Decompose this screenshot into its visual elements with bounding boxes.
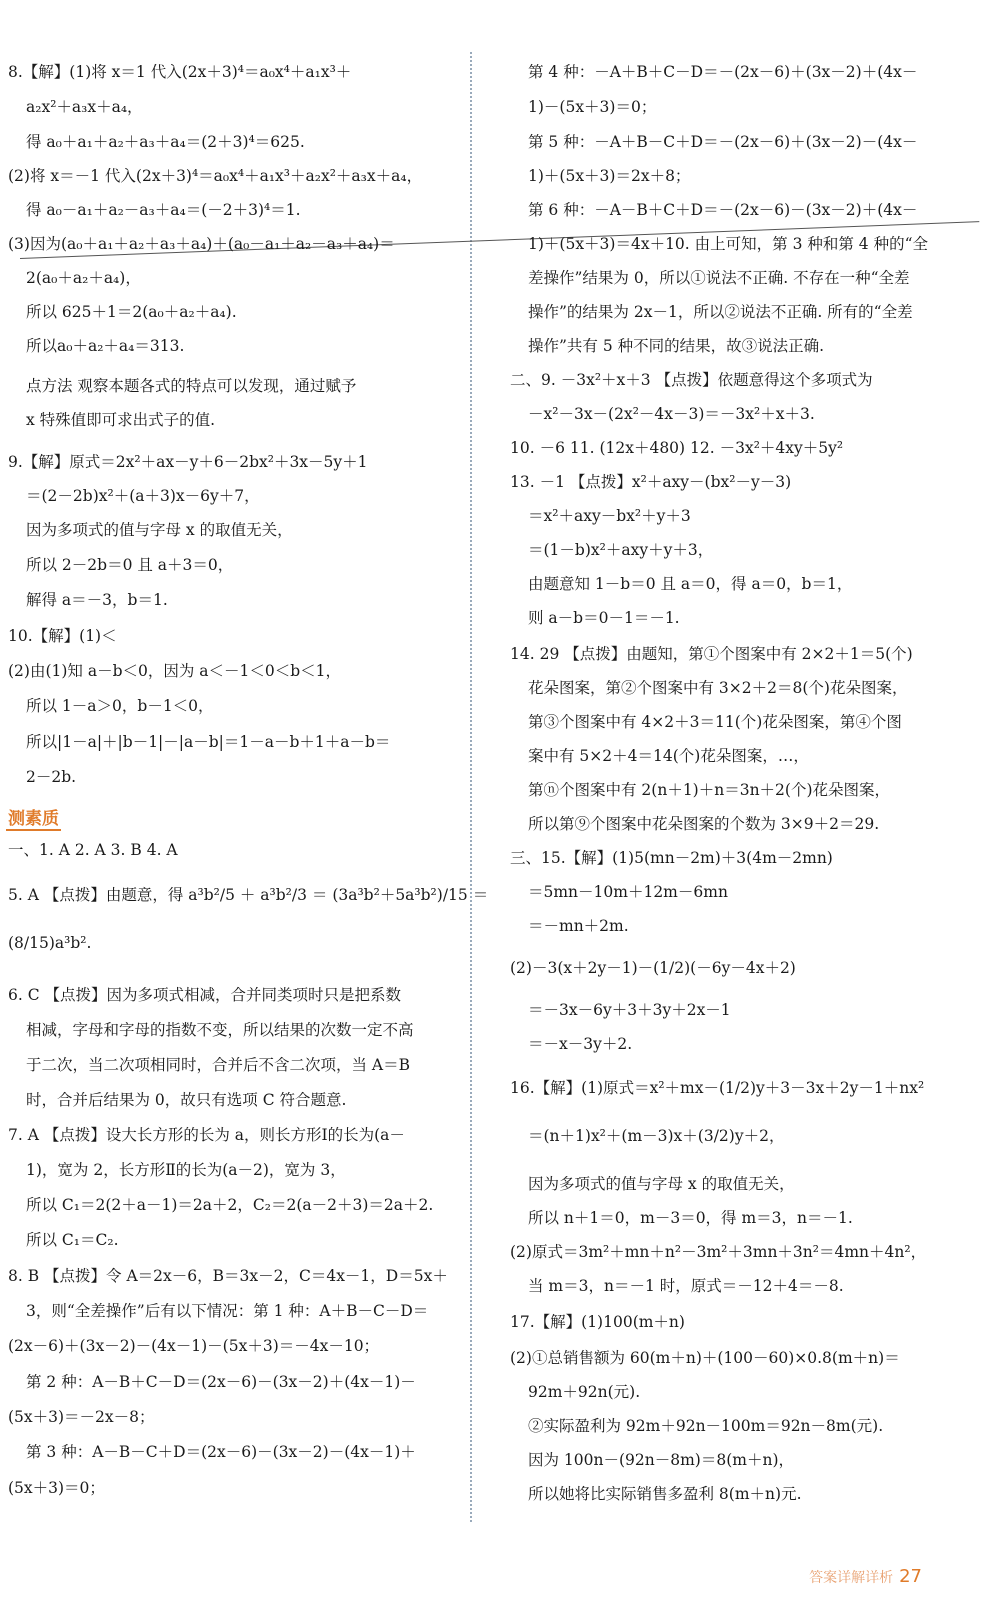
left-line: 所以 C₁＝2(2＋a－1)＝2a＋2，C₂＝2(a－2＋3)＝2a＋2. — [26, 1196, 434, 1214]
right-line: 操作”共有 5 种不同的结果，故③说法正确. — [528, 337, 825, 355]
right-line: (2)－3(x＋2y－1)－(1/2)(－6y－4x＋2) — [510, 959, 796, 977]
right-line: 第③个图案中有 4×2＋3＝11(个)花朵图案，第④个图 — [528, 713, 902, 731]
left-line: 于二次，当二次项相同时，合并后不含二次项，当 A＝B — [26, 1056, 411, 1074]
left-line: (2x－6)＋(3x－2)－(4x－1)－(5x＋3)＝－4x－10； — [8, 1337, 380, 1355]
right-line: 案中有 5×2＋4＝14(个)花朵图案，…， — [528, 747, 809, 765]
left-line: 点方法 观察本题各式的特点可以发现，通过赋予 — [26, 377, 357, 395]
left-line: 8. B 【点拨】令 A＝2x－6，B＝3x－2，C＝4x－1，D＝5x＋ — [8, 1267, 448, 1285]
left-line: 解得 a＝－3，b＝1. — [26, 591, 168, 609]
right-line: 10. －6 11. (12x＋480) 12. －3x²＋4xy＋5y² — [510, 439, 844, 457]
left-line: (3)因为(a₀＋a₁＋a₂＋a₃＋a₄)＋(a₀－a₁＋a₂－a₃＋a₄)＝ — [8, 235, 395, 253]
column-divider — [470, 52, 472, 1522]
left-line: (8/15)a³b². — [8, 934, 92, 952]
left-line: (5x＋3)＝0； — [8, 1479, 105, 1497]
left-line: (5x＋3)＝－2x－8； — [8, 1408, 155, 1426]
left-line: 8.【解】(1)将 x＝1 代入(2x＋3)⁴＝a₀x⁴＋a₁x³＋ — [8, 63, 352, 81]
left-line: 所以|1－a|＋|b－1|－|a－b|＝1－a－b＋1＋a－b＝ — [26, 733, 391, 751]
left-line: 所以 2－2b＝0 且 a＋3＝0， — [26, 556, 234, 574]
right-line: 所以 n＋1＝0，m－3＝0，得 m＝3，n＝－1. — [528, 1209, 853, 1227]
right-line: 所以第⑨个图案中花朵图案的个数为 3×9＋2＝29. — [528, 815, 880, 833]
right-line: 92m＋92n(元). — [528, 1383, 641, 1401]
left-line: 所以a₀＋a₂＋a₄＝313. — [26, 337, 185, 355]
section-title: 测素质 — [6, 804, 61, 831]
right-line: 当 m＝3，n＝－1 时，原式＝－12＋4＝－8. — [528, 1277, 844, 1295]
left-line: 9.【解】原式＝2x²＋ax－y＋6－2bx²＋3x－5y＋1 — [8, 453, 368, 471]
right-line: ＝5mn－10m＋12m－6mn — [528, 883, 728, 901]
left-line: 一、1. A 2. A 3. B 4. A — [8, 841, 178, 859]
left-line: 相减，字母和字母的指数不变，所以结果的次数一定不高 — [26, 1021, 414, 1039]
right-line: ＝(1－b)x²＋axy＋y＋3， — [528, 541, 714, 559]
left-line: 时，合并后结果为 0，故只有选项 C 符合题意. — [26, 1091, 347, 1109]
right-line: 14. 29 【点拨】由题知，第①个图案中有 2×2＋1＝5(个) — [510, 645, 913, 663]
right-line: 第 6 种：－A－B＋C＋D＝－(2x－6)－(3x－2)＋(4x－ — [528, 201, 918, 219]
right-line: 第ⓝ个图案中有 2(n＋1)＋n＝3n＋2(个)花朵图案， — [528, 781, 891, 799]
left-line: (2)由(1)知 a－b＜0，因为 a＜－1＜0＜b＜1， — [8, 662, 342, 680]
right-line: 17.【解】(1)100(m＋n) — [510, 1313, 685, 1331]
right-line: (2)原式＝3m²＋mn＋n²－3m²＋3mn＋3n²＝4mn＋4n²， — [510, 1243, 927, 1261]
right-line: 三、15.【解】(1)5(mn－2m)＋3(4m－2mn) — [510, 849, 833, 867]
page-footer — [809, 1566, 922, 1587]
left-line: 2－2b. — [26, 768, 77, 786]
right-line: ②实际盈利为 92m＋92n－100m＝92n－8m(元). — [528, 1417, 884, 1435]
left-line: 2(a₀＋a₂＋a₄)， — [26, 269, 141, 287]
left-line: 得 a₀－a₁＋a₂－a₃＋a₄＝(－2＋3)⁴＝1. — [26, 201, 301, 219]
left-line: 6. C 【点拨】因为多项式相减，合并同类项时只是把系数 — [8, 986, 402, 1004]
left-line: (2)将 x＝－1 代入(2x＋3)⁴＝a₀x⁴＋a₁x³＋a₂x²＋a₃x＋a₄， — [8, 167, 423, 185]
right-line: 花朵图案，第②个图案中有 3×2＋2＝8(个)花朵图案， — [528, 679, 908, 697]
left-line: 第 2 种：A－B＋C－D＝(2x－6)－(3x－2)＋(4x－1)－ — [26, 1373, 416, 1391]
right-line: 所以她将比实际销售多盈利 8(m＋n)元. — [528, 1485, 802, 1503]
left-line: x 特殊值即可求出式子的值. — [26, 411, 216, 429]
left-line: a₂x²＋a₃x＋a₄， — [26, 98, 143, 116]
right-line: 则 a－b＝0－1＝－1. — [528, 609, 680, 627]
right-line: ＝x²＋axy－bx²＋y＋3 — [528, 507, 691, 525]
right-line: ＝(n＋1)x²＋(m－3)x＋(3/2)y＋2， — [528, 1127, 785, 1145]
right-line: 16.【解】(1)原式＝x²＋mx－(1/2)y＋3－3x＋2y－1＋nx² — [510, 1079, 925, 1097]
right-line: －x²－3x－(2x²－4x－3)＝－3x²＋x＋3. — [528, 405, 815, 423]
right-line: 二、9. －3x²＋x＋3 【点拨】依题意得这个多项式为 — [510, 371, 873, 389]
left-line: 3，则“全差操作”后有以下情况：第 1 种：A＋B－C－D＝ — [26, 1302, 429, 1320]
right-line: 第 4 种：－A＋B＋C－D＝－(2x－6)＋(3x－2)＋(4x－ — [528, 63, 918, 81]
left-line: 7. A 【点拨】设大长方形的长为 a，则长方形Ⅰ的长为(a－ — [8, 1126, 405, 1144]
right-line: 1)＋(5x＋3)＝4x＋10. 由上可知，第 3 种和第 4 种的“全 — [528, 235, 929, 253]
left-line: 5. A 【点拨】由题意，得 a³b²/5 ＋ a³b²/3 ＝ (3a³b²＋5a³b²)/15 ＝ — [8, 886, 489, 904]
right-line: 由题意知 1－b＝0 且 a＝0，得 a＝0，b＝1， — [528, 575, 853, 593]
right-line: (2)①总销售额为 60(m＋n)＋(100－60)×0.8(m＋n)＝ — [510, 1349, 900, 1367]
right-line: 第 5 种：－A＋B－C＋D＝－(2x－6)＋(3x－2)－(4x－ — [528, 133, 918, 151]
right-line: 差操作”结果为 0，所以①说法不正确. 不存在一种“全差 — [528, 269, 910, 287]
right-line: ＝－3x－6y＋3＋3y＋2x－1 — [528, 1001, 731, 1019]
left-line: 所以 C₁＝C₂. — [26, 1231, 119, 1249]
right-line: 因为多项式的值与字母 x 的取值无关， — [528, 1175, 795, 1193]
right-line: 因为 100n－(92n－8m)＝8(m＋n)， — [528, 1451, 794, 1469]
left-line: ＝(2－2b)x²＋(a＋3)x－6y＋7， — [26, 487, 260, 505]
right-line: 13. －1 【点拨】x²＋axy－(bx²－y－3) — [510, 473, 792, 491]
page-number: 27 — [899, 1566, 922, 1587]
left-line: 10.【解】(1)＜ — [8, 627, 117, 645]
left-line: 所以 1－a＞0，b－1＜0， — [26, 697, 214, 715]
right-line: ＝－x－3y＋2. — [528, 1035, 633, 1053]
left-line: 因为多项式的值与字母 x 的取值无关， — [26, 521, 293, 539]
right-line: 操作”的结果为 2x－1，所以②说法不正确. 所有的“全差 — [528, 303, 913, 321]
left-line: 得 a₀＋a₁＋a₂＋a₃＋a₄＝(2＋3)⁴＝625. — [26, 133, 305, 151]
left-line: 1)，宽为 2，长方形Ⅱ的长为(a－2)，宽为 3， — [26, 1161, 346, 1179]
right-line: 1)＋(5x＋3)＝2x＋8； — [528, 167, 691, 185]
right-line: 1)－(5x＋3)＝0； — [528, 98, 657, 116]
right-line: ＝－mn＋2m. — [528, 917, 629, 935]
left-line: 第 3 种：A－B－C＋D＝(2x－6)－(3x－2)－(4x－1)＋ — [26, 1443, 416, 1461]
left-line: 所以 625＋1＝2(a₀＋a₂＋a₄). — [26, 303, 237, 321]
footer-label: 答案详解详析 — [809, 1570, 894, 1586]
